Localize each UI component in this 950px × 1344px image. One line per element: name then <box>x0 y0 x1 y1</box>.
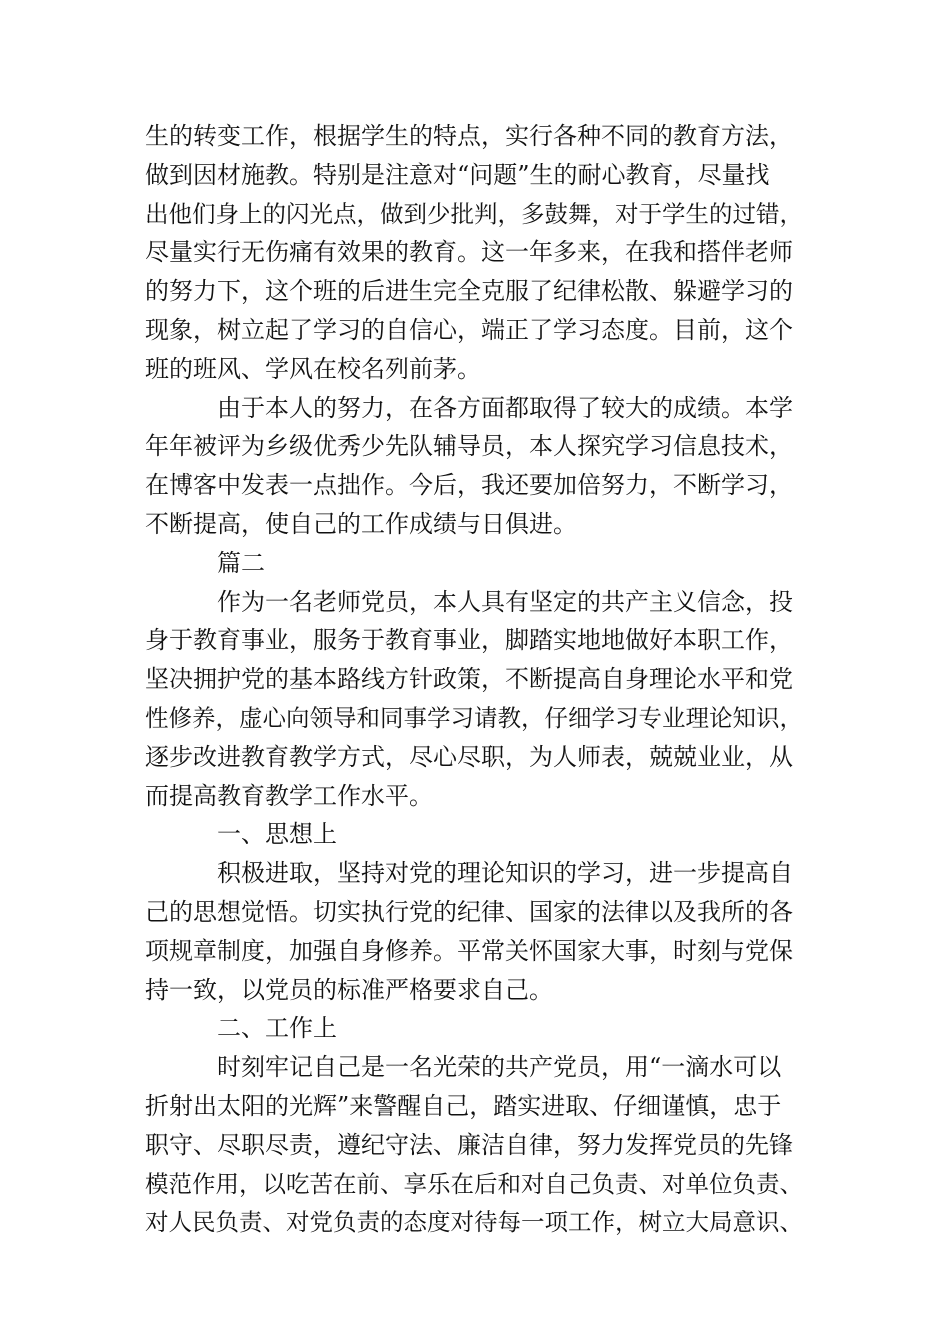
text-line: 折射出太阳的光辉”来警醒自己，踏实进取、仔细谨慎，忠于 <box>145 1091 782 1120</box>
text-line: 坚决拥护党的基本路线方针政策，不断提高自身理论水平和党 <box>145 665 793 694</box>
text-line: 篇二 <box>217 548 265 577</box>
text-line: 而提高教育教学工作水平。 <box>145 781 433 810</box>
text-line: 持一致，以党员的标准严格要求自己。 <box>145 975 553 1004</box>
text-line: 作为一名老师党员，本人具有坚定的共产主义信念，投 <box>217 587 793 616</box>
text-line: 不断提高，使自己的工作成绩与日俱进。 <box>145 509 577 538</box>
text-line: 一、思想上 <box>217 820 337 849</box>
text-line: 时刻牢记自己是一名光荣的共产党员，用“一滴水可以 <box>217 1053 782 1082</box>
text-line: 身于教育事业，服务于教育事业，脚踏实地地做好本职工作， <box>145 626 793 655</box>
text-line: 尽量实行无伤痛有效果的教育。这一年多来，在我和搭伴老师 <box>145 238 793 267</box>
text-line: 模范作用，以吃苦在前、享乐在后和对自己负责、对单位负责、 <box>145 1169 803 1198</box>
text-line: 逐步改进教育教学方式，尽心尽职，为人师表，兢兢业业，从 <box>145 742 793 771</box>
text-line: 在博客中发表一点拙作。今后，我还要加倍努力，不断学习， <box>145 471 793 500</box>
text-line: 的努力下，这个班的后进生完全克服了纪律松散、躲避学习的 <box>145 277 793 306</box>
text-line: 由于本人的努力，在各方面都取得了较大的成绩。本学 <box>217 393 793 422</box>
text-line: 性修养，虚心向领导和同事学习请教，仔细学习专业理论知识， <box>145 703 803 732</box>
text-line: 二、工作上 <box>217 1014 337 1043</box>
text-line: 项规章制度，加强自身修养。平常关怀国家大事，时刻与党保 <box>145 936 793 965</box>
text-line: 己的思想觉悟。切实执行党的纪律、国家的法律以及我所的各 <box>145 897 793 926</box>
document-body <box>145 117 805 1242</box>
text-line: 现象，树立起了学习的自信心，端正了学习态度。目前，这个 <box>145 315 793 344</box>
text-line: 班的班风、学风在校名列前茅。 <box>145 354 481 383</box>
text-line: 对人民负责、对党负责的态度对待每一项工作，树立大局意识、 <box>145 1208 803 1237</box>
text-line: 年年被评为乡级优秀少先队辅导员，本人探究学习信息技术， <box>145 432 793 461</box>
text-line: 做到因材施教。特别是注意对“问题”生的耐心教育，尽量找 <box>145 160 770 189</box>
text-line: 职守、尽职尽责，遵纪守法、廉洁自律，努力发挥党员的先锋 <box>145 1130 793 1159</box>
text-line: 出他们身上的闪光点，做到少批判，多鼓舞，对于学生的过错， <box>145 199 803 228</box>
text-line: 生的转变工作，根据学生的特点，实行各种不同的教育方法， <box>145 122 793 150</box>
text-line: 积极进取，坚持对党的理论知识的学习，进一步提高自 <box>217 859 793 888</box>
